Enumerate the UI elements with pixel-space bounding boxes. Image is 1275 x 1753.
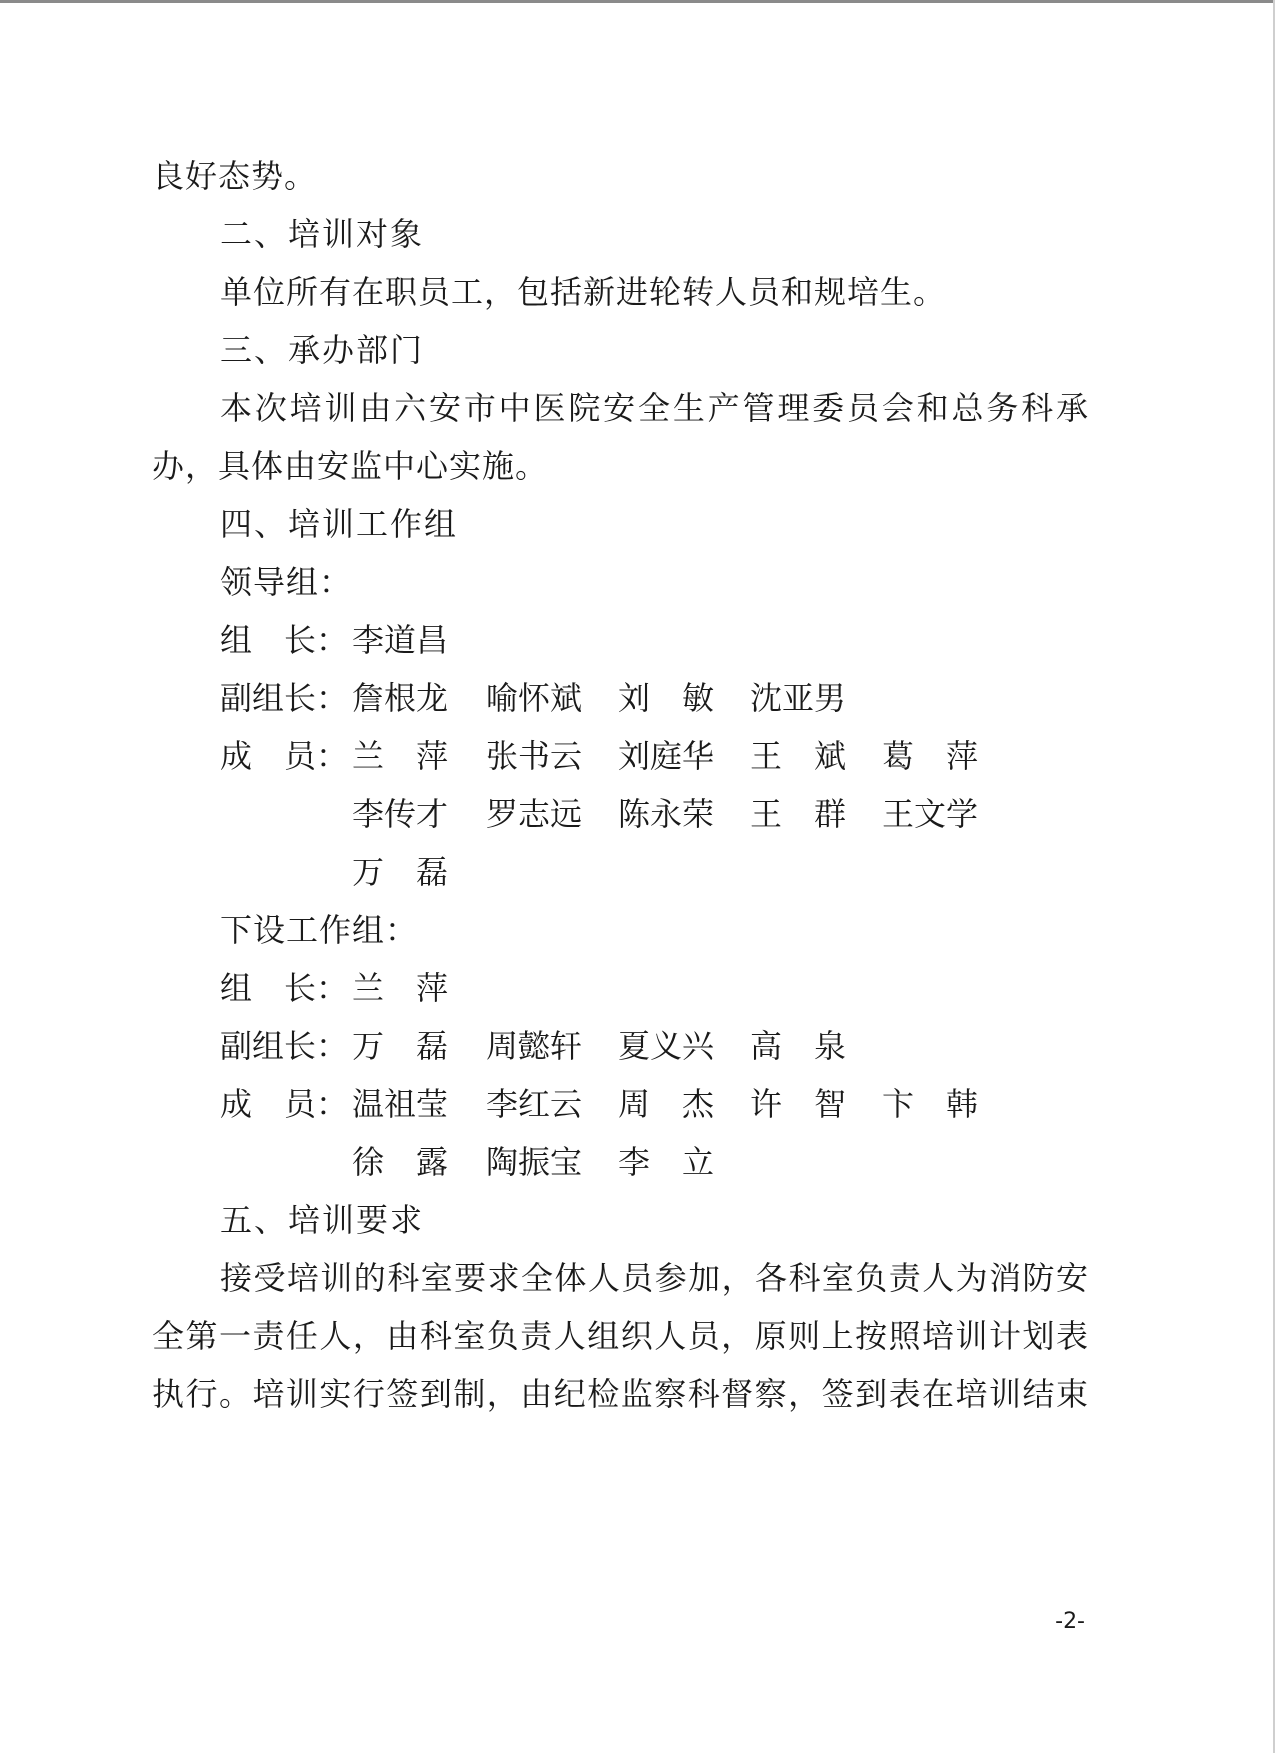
member-name: 高 泉 [750, 1027, 847, 1065]
text-line: 本次培训由六安市中医院安全生产管理委员会和总务科承 [220, 389, 1088, 427]
role-label-leader: 组 长： [220, 621, 349, 659]
text-line: 良好态势。 [152, 157, 318, 195]
member-name: 徐 露 [352, 1143, 449, 1181]
member-name: 詹根龙 [352, 679, 449, 717]
group-label-leadership: 领导组： [220, 563, 353, 601]
member-name: 陈永荣 [618, 795, 715, 833]
text-line: 办，具体由安监中心实施。 [152, 447, 549, 485]
member-name: 温祖莹 [352, 1085, 449, 1123]
member-name: 兰 萍 [352, 969, 449, 1007]
section-heading-2: 二、培训对象 [220, 215, 425, 253]
member-name: 李 立 [618, 1143, 715, 1181]
member-name: 周 杰 [618, 1085, 715, 1123]
member-name: 葛 萍 [882, 737, 979, 775]
member-name: 周懿轩 [486, 1027, 583, 1065]
role-label-leader: 组 长： [220, 969, 349, 1007]
member-name: 沈亚男 [750, 679, 847, 717]
text-line: 接受培训的科室要求全体人员参加，各科室负责人为消防安 [220, 1259, 1088, 1297]
member-name: 罗志远 [486, 795, 583, 833]
member-name: 王 斌 [750, 737, 847, 775]
member-name: 许 智 [750, 1085, 847, 1123]
role-label-members: 成 员： [220, 737, 349, 775]
text-line: 执行。培训实行签到制，由纪检监察科督察，签到表在培训结束 [152, 1375, 1088, 1413]
text-line: 全第一责任人，由科室负责人组织人员，原则上按照培训计划表 [152, 1317, 1088, 1355]
member-name: 王 群 [750, 795, 847, 833]
member-name: 万 磊 [352, 853, 449, 891]
member-name: 张书云 [486, 737, 583, 775]
member-name: 李红云 [486, 1085, 583, 1123]
role-label-deputy: 副组长： [220, 679, 349, 717]
group-label-working: 下设工作组： [220, 911, 419, 949]
member-name: 刘 敏 [618, 679, 715, 717]
page-number: -2- [1055, 1609, 1085, 1634]
role-label-members: 成 员： [220, 1085, 349, 1123]
member-name: 陶振宝 [486, 1143, 583, 1181]
member-name: 李传才 [352, 795, 449, 833]
member-name: 王文学 [882, 795, 979, 833]
scan-edge-top [0, 0, 1275, 3]
section-heading-5: 五、培训要求 [220, 1201, 425, 1239]
member-name: 喻怀斌 [486, 679, 583, 717]
member-name: 兰 萍 [352, 737, 449, 775]
text-line: 单位所有在职员工，包括新进轮转人员和规培生。 [220, 273, 947, 311]
member-name: 卞 韩 [882, 1085, 979, 1123]
section-heading-4: 四、培训工作组 [220, 505, 459, 543]
member-name: 李道昌 [352, 621, 449, 659]
member-name: 万 磊 [352, 1027, 449, 1065]
member-name: 刘庭华 [618, 737, 715, 775]
section-heading-3: 三、承办部门 [220, 331, 425, 369]
role-label-deputy: 副组长： [220, 1027, 349, 1065]
member-name: 夏义兴 [618, 1027, 715, 1065]
